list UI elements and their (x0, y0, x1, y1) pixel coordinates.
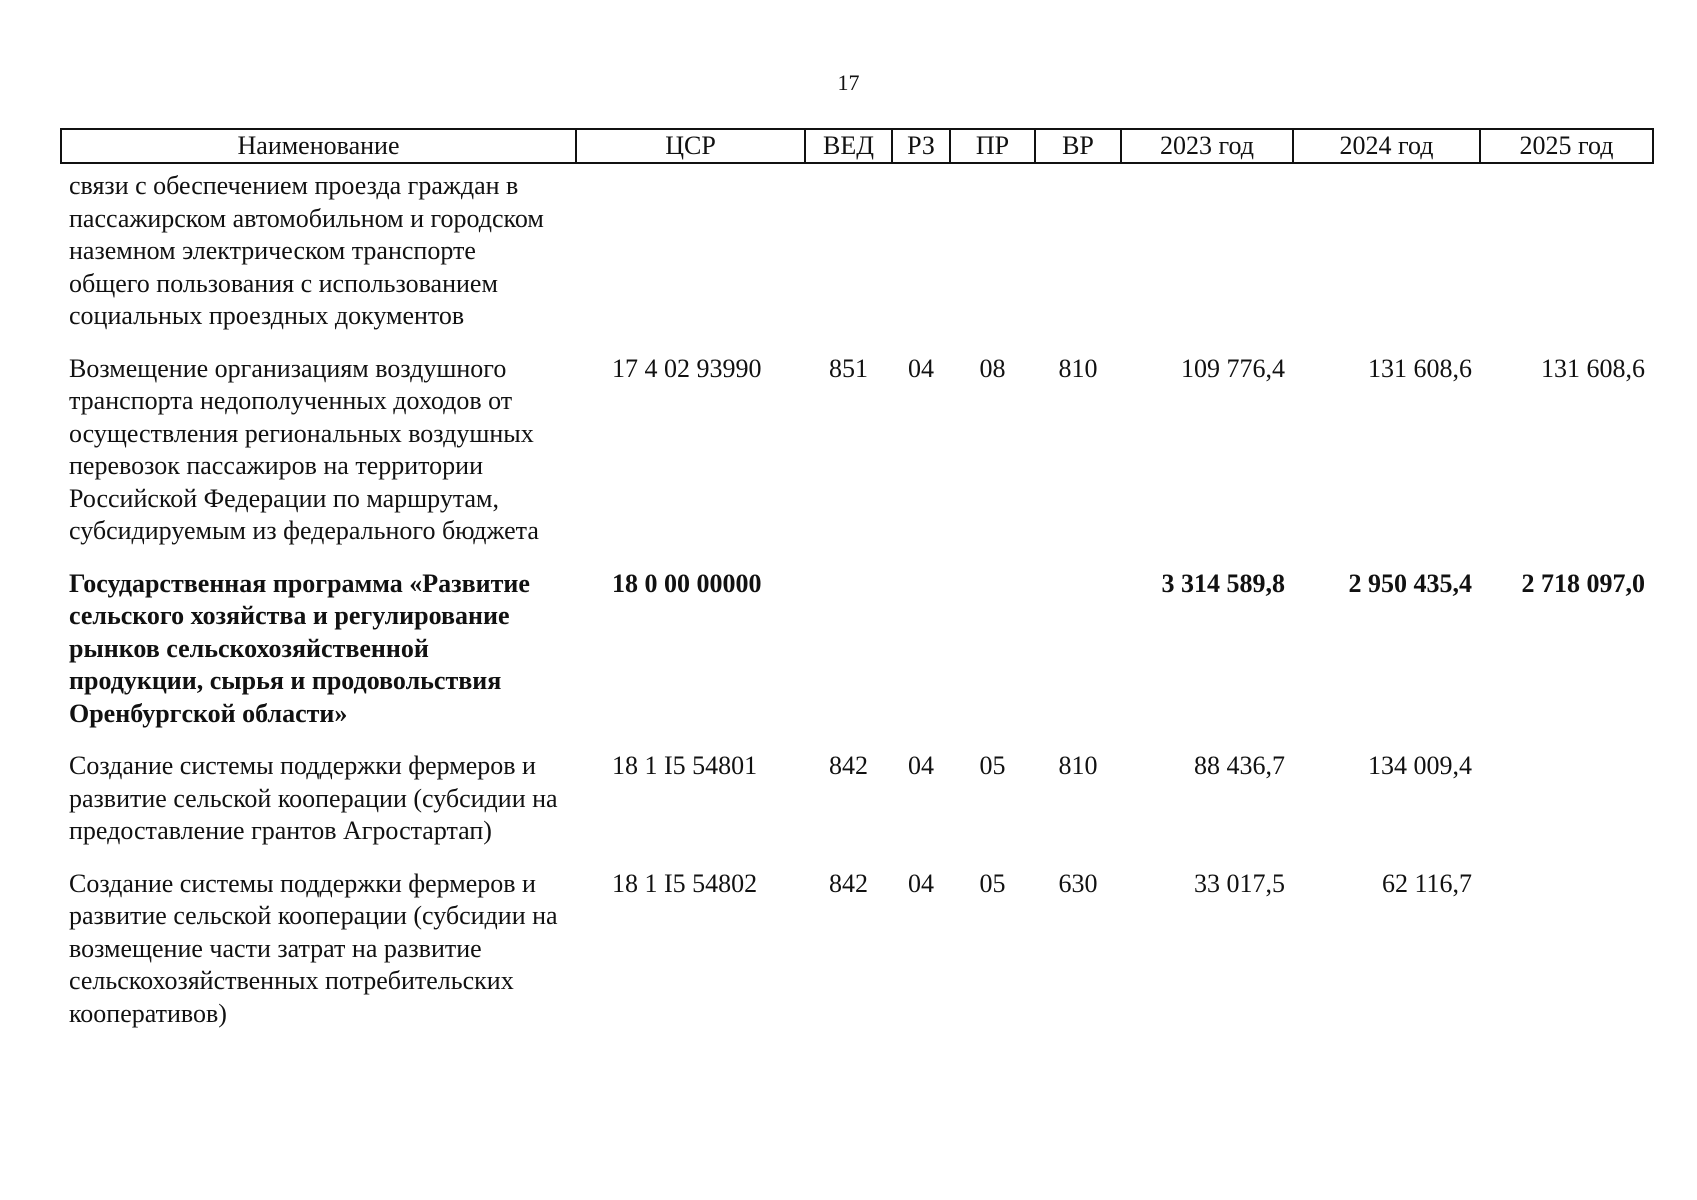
row-ved: 851 (829, 353, 868, 383)
page-number: 17 (837, 70, 860, 95)
header-2024: 2024 год (1293, 129, 1480, 163)
row-2023: 88 436,7 (1194, 751, 1285, 780)
row-2024: 2 950 435,4 (1348, 568, 1472, 598)
header-2023: 2023 год (1121, 129, 1293, 163)
row-csr: 18 1 I5 54801 (612, 751, 758, 780)
row-pr: 05 (979, 868, 1006, 898)
header-2025: 2025 год (1480, 129, 1653, 163)
row-pr (950, 163, 1035, 347)
row-ved: 842 (829, 751, 868, 780)
row-csr (576, 163, 805, 347)
row-ved (805, 163, 892, 347)
row-2025: 2 718 097,0 (1521, 568, 1645, 598)
header-vr: ВР (1035, 129, 1121, 163)
row-name: Возмещение организациям воздушного транспорта недополученных доходов от осуществления региональных воздушных перевозок пассажиров на территории Российской Федерации по маршрутам, субсидируемым из федерального бюджета (69, 353, 539, 545)
table-row (61, 862, 1653, 1045)
table-row-program (61, 562, 1653, 745)
row-2024: 62 116,7 (1381, 868, 1472, 898)
row-pr: 05 (979, 751, 1006, 780)
row-2025 (1480, 163, 1653, 347)
table-row (61, 163, 1653, 347)
row-vr: 630 (1058, 868, 1098, 898)
row-rz (892, 163, 950, 347)
header-pr: ПР (950, 129, 1035, 163)
row-csr: 17 4 02 93990 (612, 353, 762, 383)
row-pr: 08 (979, 353, 1006, 383)
budget-table (60, 128, 1654, 1044)
row-2024: 131 608,6 (1368, 353, 1472, 383)
row-2023: 3 314 589,8 (1161, 568, 1285, 598)
table-row (61, 744, 1653, 862)
row-rz: 04 (908, 751, 934, 780)
row-rz (892, 562, 950, 745)
row-csr: 18 1 I5 54802 (612, 868, 758, 898)
row-2023 (1121, 163, 1293, 347)
row-2025 (1480, 862, 1653, 1045)
row-2024 (1293, 163, 1480, 347)
row-csr: 18 0 00 00000 (612, 568, 762, 598)
row-name: связи с обеспечением проезда граждан в пассажирском автомобильном и городском наземном электрическом транспорте общего пользования с использованием социальных проездных документов (69, 171, 544, 330)
row-name: Государственная программа «Развитие сельского хозяйства и регулирование рынков сельскохозяйственной продукции, сырья и продовольствия Оренбургской области» (69, 568, 530, 728)
table-row (61, 347, 1653, 562)
row-vr (1035, 562, 1121, 745)
header-name: Наименование (61, 129, 576, 163)
row-ved (805, 562, 892, 745)
row-2025: 131 608,6 (1541, 353, 1645, 383)
row-vr: 810 (1058, 353, 1098, 383)
row-vr (1035, 163, 1121, 347)
row-ved: 842 (829, 868, 868, 898)
header-rz: РЗ (892, 129, 950, 163)
header-ved: ВЕД (805, 129, 892, 163)
row-rz: 04 (908, 353, 934, 383)
row-rz: 04 (908, 868, 934, 898)
row-2025 (1480, 744, 1653, 862)
row-name: Создание системы поддержки фермеров и развитие сельской кооперации (субсидии на возмещение части затрат на развитие сельскохозяйственных потребительских кооперативов) (69, 868, 558, 1028)
header-csr: ЦСР (576, 129, 805, 163)
row-vr: 810 (1058, 751, 1098, 780)
row-name: Создание системы поддержки фермеров и развитие сельской кооперации (субсидии на предоставление грантов Агростартап) (69, 751, 558, 845)
row-pr (950, 562, 1035, 745)
table-header-row (61, 129, 1653, 163)
row-2024: 134 009,4 (1368, 751, 1472, 780)
row-2023: 33 017,5 (1194, 868, 1285, 898)
row-2023: 109 776,4 (1181, 353, 1285, 383)
